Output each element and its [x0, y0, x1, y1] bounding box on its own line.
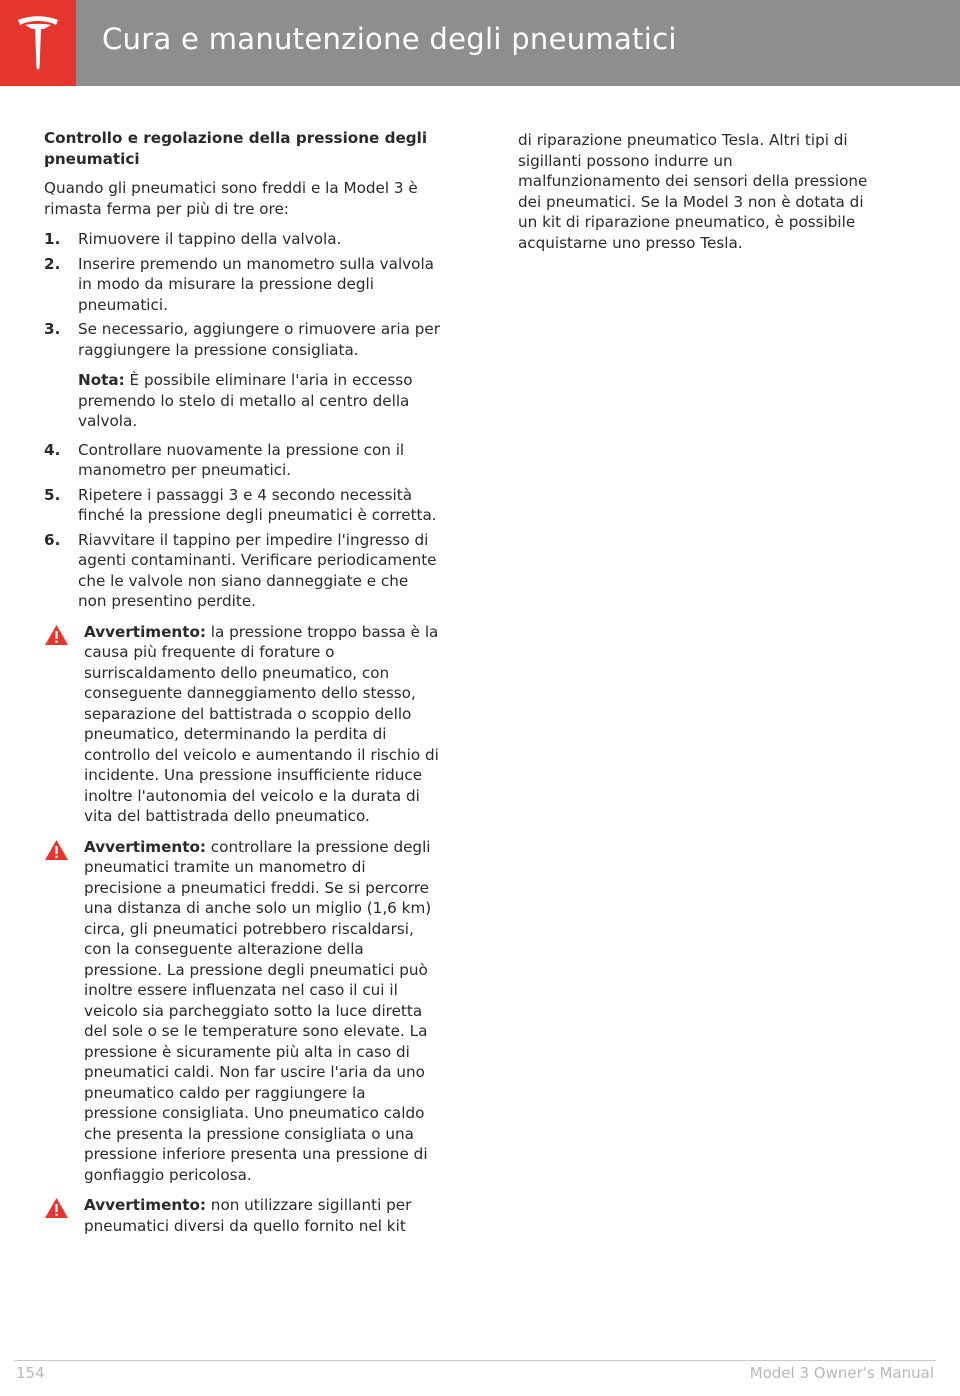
step-text: Controllare nuovamente la pressione con il manometro per pneumatici.	[78, 440, 405, 479]
warning-content	[84, 1195, 440, 1236]
warning-label: Avvertimento:	[84, 837, 206, 856]
step-text: Se necessario, aggiungere o rimuovere aria per raggiungere la pressione consigliata.	[78, 320, 440, 359]
step-number: 5.	[44, 485, 61, 504]
warning-content	[84, 837, 440, 1186]
warning-triangle-icon	[44, 837, 84, 1186]
steps-list	[44, 229, 440, 612]
step-item	[44, 254, 440, 316]
step-number: 6.	[44, 530, 61, 549]
section-title: Controllo e regolazione della pressione degli pneumatici	[44, 129, 428, 168]
logo-box	[0, 0, 76, 86]
intro-text: Quando gli pneumatici sono freddi e la Model 3 è rimasta ferma per più di tre ore:	[44, 179, 418, 218]
note-block	[78, 370, 440, 432]
note-text: È possibile eliminare l'aria in eccesso premendo lo stelo di metallo al centro della valvola.	[78, 371, 413, 430]
continued-warning-text: di riparazione pneumatico Tesla. Altri tipi di sigillanti possono indurre un malfunzionamento dei sensori della pressione dei pneumatici. Se la Model 3 non è dotata di un kit di riparazione pneumatico, è possibile acquistarne uno presso Tesla.	[518, 131, 868, 252]
manual-title: Model 3 Owner's Manual	[749, 1364, 934, 1382]
warning-text: non utilizzare sigillanti per pneumatici diversi da quello fornito nel kit	[84, 1196, 412, 1235]
step-item	[44, 530, 440, 612]
page-title: Cura e manutenzione degli pneumatici	[102, 22, 677, 56]
page-number: 154	[16, 1364, 45, 1382]
step-item	[44, 485, 440, 526]
step-number: 3.	[44, 320, 61, 338]
step-number: 1.	[44, 230, 61, 248]
note-label: Nota:	[78, 371, 125, 389]
step-number: 2.	[44, 254, 61, 273]
step-number: 4.	[44, 440, 61, 459]
right-column	[518, 130, 878, 263]
step-text: Rimuovere il tappino della valvola.	[78, 230, 342, 248]
step-item	[44, 440, 440, 481]
step-item	[44, 319, 440, 436]
step-text: Ripetere i passaggi 3 e 4 secondo necessità finché la pressione degli pneumatici è corretta.	[78, 485, 437, 524]
warning-block	[44, 1195, 440, 1236]
warning-block	[44, 622, 440, 827]
step-text: Inserire premendo un manometro sulla valvola in modo da misurare la pressione degli pneumatici.	[78, 254, 434, 314]
footer-divider	[14, 1360, 936, 1361]
warning-label: Avvertimento:	[84, 622, 206, 641]
warning-text: controllare la pressione degli pneumatici tramite un manometro di precisione a pneumatici freddi. Se si percorre una distanza di anche solo un miglio (1,6 km) circa, gli pneumatici potrebbero riscaldarsi, con la conseguente alterazione della pressione. La pressione degli pneumatici può inoltre essere influenzata nel caso il cui il veicolo sia parcheggiato sotto la luce diretta del sole o se le temperature sono elevate. La pressione è sicuramente più alta in caso di pneumatici caldi. Non far uscire l'aria da uno pneumatico caldo per raggiungere la pressione consigliata. Uno pneumatico caldo che presenta la pressione consigliata o una pressione inferiore presenta una pressione di gonfiaggio pericolosa.	[84, 837, 432, 1184]
step-text: Riavvitare il tappino per impedire l'ingresso di agenti contaminanti. Verificare periodicamente che le valvole non siano danneggiate e che non presentino perdite.	[78, 530, 437, 610]
warning-content	[84, 622, 440, 827]
step-item	[44, 229, 440, 250]
warning-label: Avvertimento:	[84, 1196, 206, 1214]
warning-triangle-icon	[44, 1195, 84, 1236]
step-content	[78, 319, 440, 436]
tesla-logo-icon	[16, 16, 60, 70]
header-bar	[76, 0, 960, 86]
warning-block	[44, 837, 440, 1186]
warning-text: la pressione troppo bassa è la causa più frequente di forature o surriscaldamento dello pneumatico, con conseguente danneggiamento dello stesso, separazione del battistrada o scoppio dello pneumatico, determinando la perdita di controllo del veicolo e aumentando il rischio di incidente. Una pressione insufficiente riduce inoltre l'autonomia del veicolo e la durata di vita del battistrada dello pneumatico.	[84, 622, 439, 825]
warning-triangle-icon	[44, 622, 84, 827]
left-column	[44, 128, 440, 1236]
